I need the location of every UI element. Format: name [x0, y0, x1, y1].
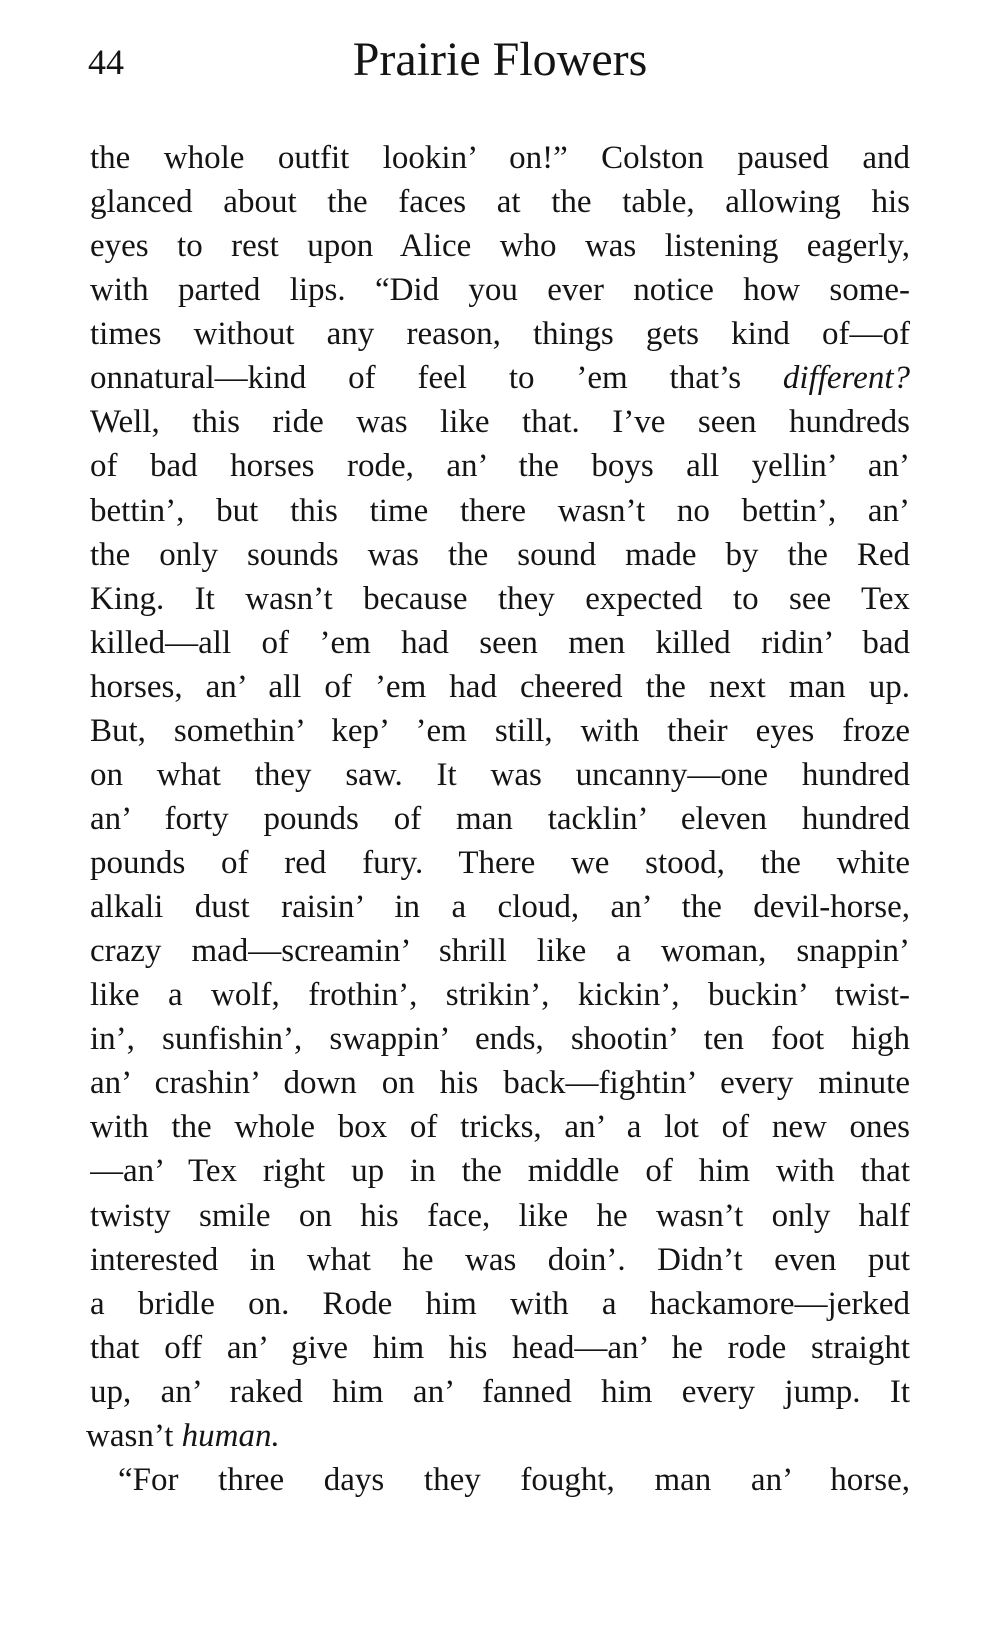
text-line: an’ forty pounds of man tacklin’ eleven hundred [90, 800, 910, 837]
text-line: up, an’ raked him an’ fanned him every jump. It [90, 1373, 910, 1410]
text-line: bettin’, but this time there wasn’t no bettin’, an’ [90, 492, 910, 529]
text-line: in’, sunfishin’, swappin’ ends, shootin’ ten foot high [90, 1021, 910, 1058]
text-segment: onnatural—kind of feel to ’em that’s [90, 360, 783, 397]
text-line: eyes to rest upon Alice who was listening eagerly, [90, 228, 910, 265]
text-line: alkali dust raisin’ in a cloud, an’ the devil-horse, [90, 889, 910, 926]
text-line: an’ crashin’ down on his back—fightin’ every minute [90, 1065, 910, 1102]
text-line: times without any reason, things gets kind of—of [90, 316, 910, 353]
italic-text: different? [782, 360, 910, 397]
text-line: Well, this ride was like that. I’ve seen hundreds [90, 404, 910, 441]
text-line: glanced about the faces at the table, allowing his [90, 184, 910, 221]
text-line: of bad horses rode, an’ the boys all yellin’ an’ [90, 448, 910, 485]
text-segment: wasn’t [86, 1417, 182, 1454]
page-number: 44 [88, 42, 124, 82]
text-line: King. It wasn’t because they expected to see Tex [90, 580, 910, 617]
text-line: twisty smile on his face, like he wasn’t only half [90, 1197, 910, 1234]
text-line: the whole outfit lookin’ on!” Colston paused and [90, 140, 910, 176]
text-line [90, 356, 910, 400]
text-line: like a wolf, frothin’, strikin’, kickin’, buckin’ twist- [90, 977, 910, 1014]
text-line: horses, an’ all of ’em had cheered the next man up. [90, 668, 910, 705]
text-line: on what they saw. It was uncanny—one hundred [90, 756, 910, 793]
paragraph-end-line [86, 1414, 910, 1458]
text-line: a bridle on. Rode him with a hackamore—jerked [90, 1285, 910, 1322]
text-line: the only sounds was the sound made by the Red [90, 536, 910, 573]
text-line: killed—all of ’em had seen men killed ridin’ bad [90, 624, 910, 661]
text-line: crazy mad—screamin’ shrill like a woman, snappin’ [90, 933, 910, 970]
running-title: Prairie Flowers [352, 33, 648, 86]
text-line: with the whole box of tricks, an’ a lot of new ones [90, 1109, 910, 1146]
text-line: But, somethin’ kep’ ’em still, with their eyes froze [90, 712, 910, 749]
text-line: —an’ Tex right up in the middle of him with that [90, 1153, 910, 1190]
italic-text: human. [181, 1417, 280, 1454]
text-line: with parted lips. “Did you ever notice how some- [90, 272, 910, 309]
text-line: pounds of red fury. There we stood, the white [90, 845, 910, 881]
paragraph-start-line: “For three days they fought, man an’ horse, [118, 1461, 910, 1498]
body-text [86, 136, 910, 1502]
text-line: interested in what he was doin’. Didn’t even put [90, 1241, 910, 1278]
text-line: that off an’ give him his head—an’ he rode straight [90, 1329, 910, 1366]
